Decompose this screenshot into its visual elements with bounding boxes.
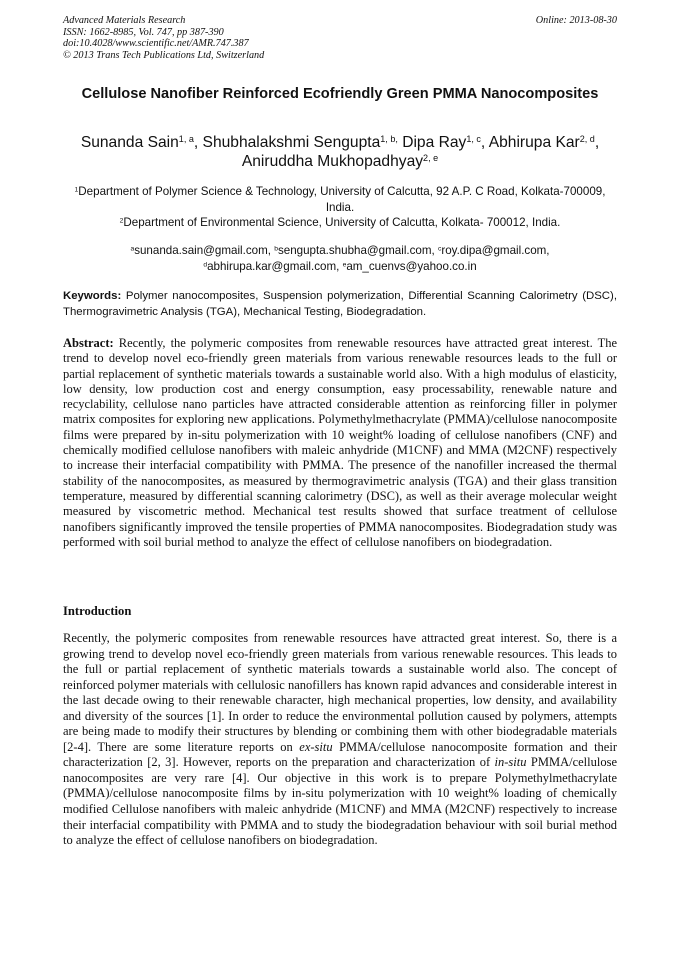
- author-emails: [63, 243, 617, 275]
- email-line: [63, 243, 617, 259]
- affiliation-text: Department of Polymer Science & Technology, University of Calcutta, 92 A.P. C Road, Kolkata-700009, India.: [78, 185, 606, 214]
- abstract-text: Recently, the polymeric composites from renewable resources have attracted great interest. The trend to develop novel eco-friendly green materials from various renewable resources leads to the full or partial replacement of synthetic materials towards a sustainable world also. With a high modulus of elasticity, low density, low production cost and energy consumption, easy processability, renewable nature and recyclability, cellulose nano particles have attracted considerable attention as reinforcing filler in polymer matrix composites for exploring new applications. Polymethylmethacrylate (PMMA)/cellulose nanocomposite films were prepared by in-situ polymerization with 10 weight% loading of cellulose nanofibers (CNF) and chemically modified cellulose nanofibers with maleic anhydride (M1CNF) and MMA (M2CNF) respectively to increase their interfacial compatibility with PMMA. The presence of the nanofiller increased the thermal stability of the nanocomposites, as measured by thermogravimetric analysis (TGA) and their glass transition temperature, measured by differential scanning calorimetry (DSC), as well as their average molecular weight measured by viscometric method. Mechanical test results showed that surface treatment of cellulose nanofibers significantly improved the tensile properties of PMMA nanocomposites. Biodegradation study was performed with soil burial method to analyze the effect of cellulose nanofibers on biodegradation.: [63, 336, 618, 549]
- author-affiliation-mark: 2, d: [579, 134, 595, 145]
- author-separator: ,: [480, 134, 489, 151]
- intro-italic-term: in-situ: [494, 755, 527, 770]
- author-name: Abhirupa Kar: [488, 134, 580, 151]
- affiliation: [63, 215, 617, 231]
- email-mark: a: [130, 245, 135, 253]
- online-date: Online: 2013-08-30: [535, 15, 617, 26]
- keywords-text: Polymer nanocomposites, Suspension polymerization, Differential Scanning Calorimetry (DSC), Thermogravimetric Analysis (TGA), Mechanical Testing, Biodegradation.: [63, 290, 617, 318]
- abstract-label: Abstract:: [63, 336, 114, 350]
- journal-name: Advanced Materials Research: [63, 15, 186, 26]
- keywords-label: Keywords:: [63, 290, 122, 302]
- email-address: abhirupa.kar@gmail.com,: [207, 260, 343, 273]
- email-address: sunanda.sain@gmail.com,: [134, 244, 275, 257]
- journal-header: [63, 15, 617, 61]
- intro-text: PMMA/cellulose nanocomposite formation and their characterization [2, 3]. However, reports on the preparation and characterization of: [63, 739, 617, 770]
- affiliation-mark: 1: [74, 186, 79, 194]
- author-list: [63, 133, 617, 171]
- intro-text: PMMA/cellulose nanocomposites are very rare [4]. Our objective in this work is to prepare Polymethylmethacrylate (PMMA)/cellulose nanocomposite films by in-situ polymerization with 10 weight% loading of chemically modified Cellulose nanofibers with maleic anhydride (M1CNF) and MMA (M2CNF) respectively to increase their interfacial compatibility with PMMA and to study the biodegradation behaviour with soil burial method to analyze the effect of cellulose nanofibers on biodegradation.: [63, 755, 618, 848]
- email-address: roy.dipa@gmail.com,: [441, 244, 550, 257]
- introduction-paragraph: [63, 631, 617, 849]
- email-address: am_cuenvs@yahoo.co.in: [346, 260, 477, 273]
- author-separator: ,: [193, 134, 203, 151]
- author-affiliation-mark: 1, b,: [380, 134, 398, 145]
- author-affiliation-mark: 2, e: [423, 153, 439, 164]
- affiliation-text: Department of Environmental Science, University of Calcutta, Kolkata- 700012, India.: [123, 216, 561, 229]
- keywords-paragraph: [63, 289, 617, 320]
- affiliations: [63, 184, 617, 231]
- intro-text: Recently, the polymeric composites from renewable resources have attracted great interest. So, there is a growing trend to develop novel eco-friendly green materials from various renewable resources. This leads to the full or partial replacement of synthetic materials towards a sustainable world also. The concept of reinforced polymer materials with cellulosic nanofillers has known rapid advances and considerable interest in the last decade owing to their renewable character, high mechanical properties, low density, and availability and diversity of the sources [1]. In order to reduce the environmental pollution caused by polymers, attempts are being made to modify their structures by blending or combining them with other biodegradable materials [2-4]. There are some literature reports on: [63, 631, 617, 754]
- journal-doi: doi:10.4028/www.scientific.net/AMR.747.387: [63, 38, 249, 50]
- email-mark: b: [274, 245, 278, 253]
- journal-issn: ISSN: 1662-8985, Vol. 747, pp 387-390: [63, 26, 224, 38]
- section-heading-introduction: Introduction: [63, 604, 132, 618]
- author-affiliation-mark: 1, c: [466, 134, 481, 145]
- author-affiliation-mark: 1, a: [178, 134, 194, 145]
- author-name: Sunanda Sain: [80, 134, 179, 151]
- email-mark: d: [203, 261, 208, 269]
- email-address: sengupta.shubha@gmail.com,: [277, 244, 438, 257]
- affiliation: [63, 184, 617, 215]
- journal-copyright: © 2013 Trans Tech Publications Ltd, Switzerland: [63, 49, 265, 61]
- abstract-paragraph: [63, 336, 617, 550]
- author-name: Shubhalakshmi Sengupta: [202, 134, 381, 151]
- author-separator: ,: [594, 134, 600, 151]
- intro-italic-term: ex-situ: [299, 739, 333, 754]
- email-mark: e: [342, 261, 347, 269]
- paper-title: Cellulose Nanofiber Reinforced Ecofriendly Green PMMA Nanocomposites: [81, 86, 599, 102]
- affiliation-mark: 2: [119, 217, 124, 225]
- email-line: [63, 259, 617, 275]
- email-mark: c: [437, 245, 442, 253]
- author-name: Aniruddha Mukhopadhyay: [241, 153, 424, 170]
- author-name: Dipa Ray: [402, 134, 467, 151]
